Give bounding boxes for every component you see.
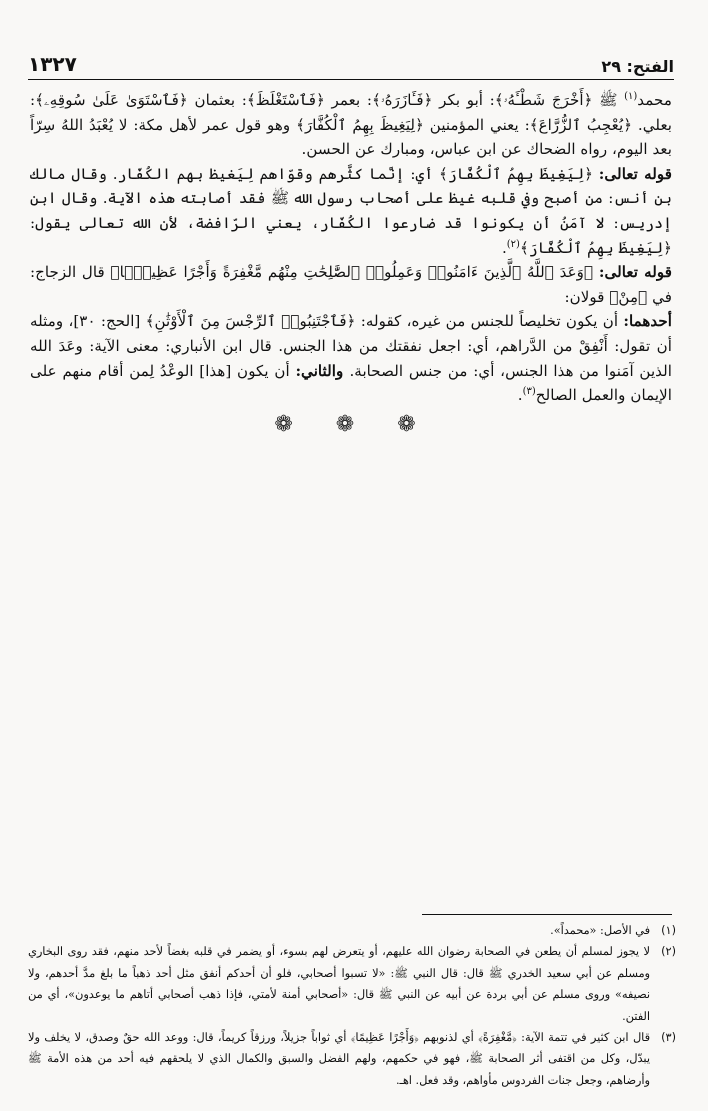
p3-lead: قوله تعالى: [598,263,672,282]
p3-text-d: . [517,386,523,405]
paragraph-3 [30,260,672,408]
p2-text-b: . [501,238,507,257]
footnotes [28,920,676,1091]
p3-text-c: أن يكون [هذا] الوعْدُ لِمن أقام منهم على الإيمان والعمل الصالح [30,361,672,405]
section-separator: ❁ ❁ ❁ [274,412,434,437]
footnote-text: لا يجوز لمسلم أن يطعن في الصحابة رضوان الله عليهم، أو يتعرض لهم بسوء، أو يضمر في قلبه بغضاً لأحد منهم، فقد روى البخاري ومسلم عن أبي سعيد الخدري ﷺ قال: قال النبي ﷺ: «لا تسبوا أصحابي، فلو أن أحدكم أنفق مثل أحد ذهباً ما بلغ مدَّ أحدهم، ولا نصيفه» وروى مسلم عن أبي بردة عن أبيه عن النبي ﷺ قال: «أصحابي أمنة لأمتي، فإذا ذهب أصحابي أتاهم ما يوعدون»، أي من الفتن. [28,945,650,1023]
p1-text-a: محمد [637,91,672,109]
p2-lead: قوله تعالى: [598,164,672,183]
p3-second-opinion-label: والثاني: [295,361,350,380]
p1-text-b: ﷺ ﴿أَخْرَجَ شَطْـَٔهُۥ﴾: أبو بكر ﴿فَـَٔازَرَهُۥ﴾: بعمر ﴿فَٱسْتَغْلَظَ﴾: بعثمان ﴿فَٱسْتَوَىٰ عَلَىٰ سُوقِهِۦ﴾: بعلي. ﴿يُعْجِبُ ٱلزُّرَّاعَ﴾: يعني المؤمنين ﴿لِيَغِيظَ بِهِمُ ٱلْكُفَّارَ﴾ وهو قول عمر لأهل مكة: لا يُعْبَدُ اللهُ سِرّاً بعد اليوم، رواه الضحاك عن ابن عباس، ومبارك عن الحسن. [30,91,672,159]
footnote-text: في الأصل: «محمداً». [550,924,650,937]
footnote-text: قال ابن كثير في تتمة الآية: ﴿مَّغْفِرَةً﴾ أي لذنوبهم ﴿وَأَجْرًا عَظِيمًا﴾ أي ثواباً جزيلاً، ورزقاً كريماً، قال: ووعد الله حقٌ وصدق، لا يخلف ولا يبدّل، وكل من اقتفى أثر الصحابة ﷺ، فهو في حكمهم، ولهم الفضل والسبق والكمال الذي لا يلحقهم فيه أحد من هذه الأمة ﷺ وأرضاهم، وجعل جنات الفردوس مأواهم، وقد فعل. اهـ. [28,1031,650,1087]
paragraph-1 [30,88,672,162]
p2-text-a: ﴿لِيَغِيظَ بِهِمُ ٱلْكُفَّارَ﴾ أي: إنَّما كثَّرهم وقوّاهم لِيَغيظ بهم الكُفّار. وقال مالك بن أنس: من أصبح وفي قلبه غيظ على أصحاب رسول الله ﷺ فقد أصابته هذه الآية. وقال ابن إدريس: لا آمَنُ أن يكونوا قد ضارعوا الكُفّار، يعني الرّافضة، لأن الله تعالى يقول: ﴿لِيَغِيظَ بِهِمُ ٱلْكُفَّارَ﴾ [30,164,672,257]
footnote-ref-1: (١) [624,90,638,102]
footnote-divider [422,914,672,915]
p3-first-opinion-label: أحدهما: [623,312,672,331]
page-header [28,46,674,80]
footnote-2 [28,941,676,1027]
footnote-number: (٢) [661,945,676,959]
p3-text-b: أن يكون تخليصاً للجنس من غيره، كقوله: ﴿فَٱجْتَنِبُوا۟ ٱلرِّجْسَ مِنَ ٱلْأَوْثَٰنِ﴾ [الحج: ٣٠]، ومثله أن تقول: أَنْفِقْ من الدَّراهم، أي: اجعل نفقتك من هذا الجنس. قال ابن الأنباري: معنى الآية: وعَدَ الله الذين آمَنوا من هذا الجنس، أي: من جنس الصحابة. [30,312,672,380]
running-head: الفتح: ٢٩ [601,57,674,76]
footnote-number: (٣) [661,1031,676,1045]
footnote-ref-2: (٢) [506,238,520,250]
footnote-number: (١) [661,924,676,937]
p3-text-a: ﴿وَعَدَ ٱللَّهُ ٱلَّذِينَ ءَامَنُوا۟ وَعَمِلُوا۟ ٱلصَّٰلِحَٰتِ مِنْهُم مَّغْفِرَةً وَأَجْرًا عَظِيمًۢا﴾ قال الزجاج: في ﴿مِنْ﴾ قولان: [30,263,672,306]
footnote-1 [28,920,676,941]
paragraph-2 [30,162,672,260]
main-text [30,88,672,408]
footnote-ref-3: (٣) [522,386,536,398]
page-number: ١٣٢٧ [28,52,77,76]
footnote-3 [28,1027,676,1091]
